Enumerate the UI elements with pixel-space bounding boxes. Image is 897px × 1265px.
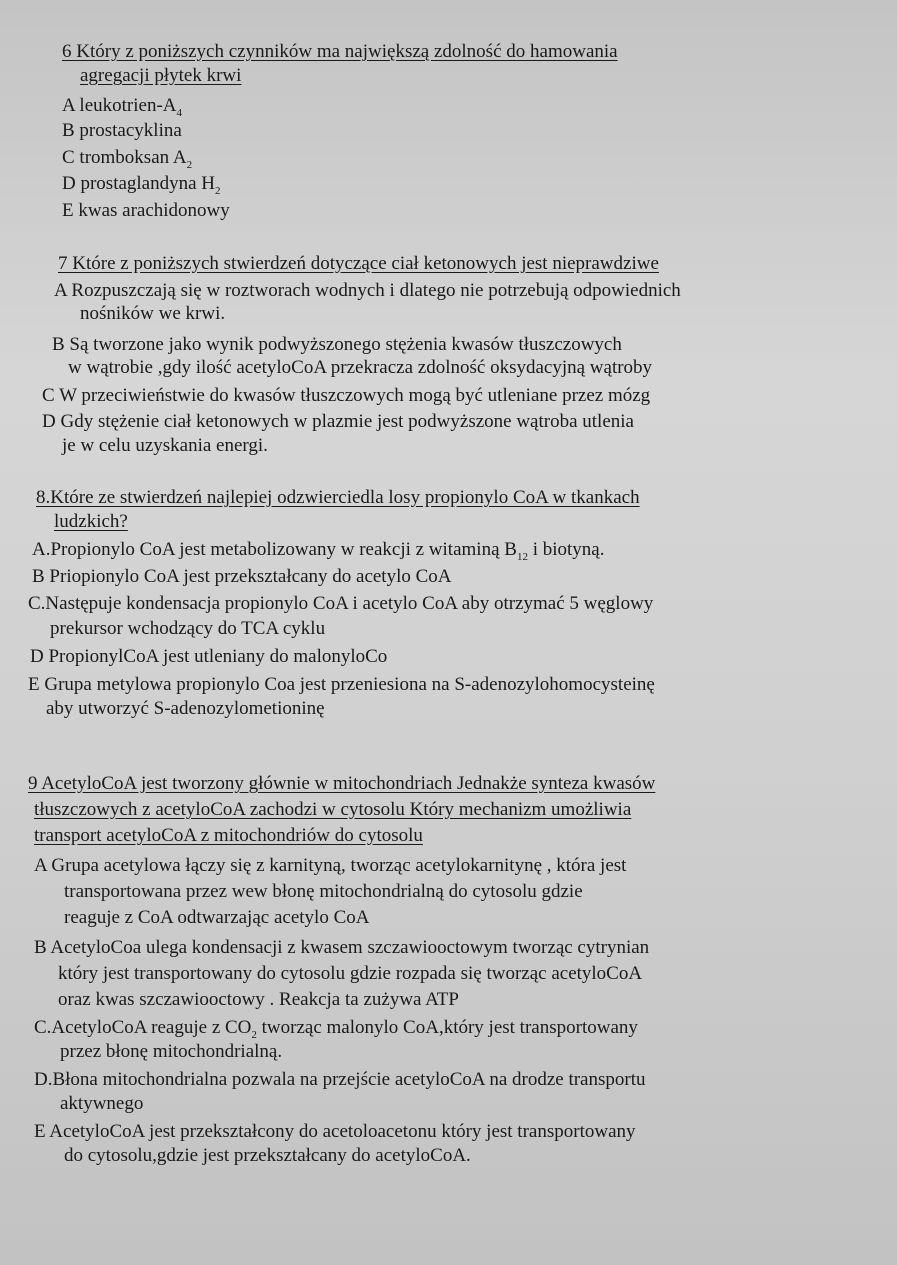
q9-option-e: E AcetyloCoA jest przekształcony do acetoloacetonu który jest transportowany [34, 1121, 636, 1142]
q8-option-c-cont: prekursor wchodzący do TCA cyklu [50, 618, 326, 639]
q7-option-d-cont: je w celu uzyskania energi. [62, 435, 268, 456]
q6-stem-line2: agregacji płytek krwi [80, 65, 242, 86]
q8-option-c: C.Następuje kondensacja propionylo CoA i acetylo CoA aby otrzymać 5 węglowy [28, 593, 654, 614]
q9-option-a-cont1: transportowana przez wew błonę mitochondrialną do cytosolu gdzie [64, 881, 583, 902]
q9-stem-line2: tłuszczowych z acetyloCoA zachodzi w cytosolu Który mechanizm umożliwia [34, 799, 632, 820]
q9-option-b: B AcetyloCoa ulega kondensacji z kwasem szczawiooctowym tworząc cytrynian [34, 937, 650, 958]
q8-option-a: A.Propionylo CoA jest metabolizowany w reakcji z witaminą $B_{12}$ i biotyną. [32, 539, 605, 563]
q7-option-a-cont: nośników we krwi. [80, 303, 226, 324]
q6-option-c: C tromboksan $A_2$ [62, 147, 193, 171]
q7-option-b-cont: w wątrobie ,gdy ilość acetyloCoA przekracza zdolność oksydacyjną wątroby [68, 357, 653, 378]
q7-stem: 7 Które z poniższych stwierdzeń dotyczące ciał ketonowych jest nieprawdziwe [58, 253, 659, 274]
q9-option-e-cont: do cytosolu,gdzie jest przekształcany do acetyloCoA. [64, 1145, 471, 1166]
q7-option-c: C W przeciwieństwie do kwasów tłuszczowych mogą być utleniane przez mózg [42, 385, 651, 406]
q7-option-a: A Rozpuszczają się w roztworach wodnych i dlatego nie potrzebują odpowiednich [54, 280, 681, 301]
q8-stem-line1: 8.Które ze stwierdzeń najlepiej odzwierciedla losy propionylo CoA w tkankach [36, 487, 640, 508]
q6-option-a: A leukotrien-$A_4$ [62, 95, 183, 119]
q9-option-b-cont1: który jest transportowany do cytosolu gdzie rozpada się tworząc acetyloCoA [58, 963, 643, 984]
q6-stem-line1: 6 Który z poniższych czynników ma największą zdolność do hamowania [62, 41, 618, 62]
q8-option-d: D PropionylCoA jest utleniany do malonyloCo [30, 646, 388, 667]
q6-option-d: D prostaglandyna $H_2$ [62, 173, 221, 197]
q8-stem-line2: ludzkich? [54, 511, 128, 532]
q9-option-d-cont: aktywnego [60, 1093, 144, 1114]
q6-option-b: B prostacyklina [62, 120, 182, 141]
q9-stem-line1: 9 AcetyloCoA jest tworzony głównie w mitochondriach Jednakże synteza kwasów [28, 773, 656, 794]
q8-option-e-cont: aby utworzyć S-adenozylometioninę [46, 698, 325, 719]
q9-option-d: D.Błona mitochondrialna pozwala na przejście acetyloCoA na drodze transportu [34, 1069, 646, 1090]
q9-option-a-cont2: reaguje z CoA odtwarzając acetylo CoA [64, 907, 370, 928]
q9-option-a: A Grupa acetylowa łączy się z karnityną, tworząc acetylokarnitynę , która jest [34, 855, 627, 876]
q8-option-e: E Grupa metylowa propionylo Coa jest przeniesiona na S-adenozylohomocysteinę [28, 674, 655, 695]
q7-option-d: D Gdy stężenie ciał ketonowych w plazmie jest podwyższone wątroba utlenia [42, 411, 634, 432]
q8-option-b: B Priopionylo CoA jest przekształcany do acetylo CoA [32, 566, 452, 587]
q6-option-e: E kwas arachidonowy [62, 200, 230, 221]
q9-option-c-cont: przez błonę mitochondrialną. [60, 1041, 283, 1062]
q9-option-c: C.AcetyloCoA reaguje z $CO_2$ tworząc malonylo CoA,który jest transportowany [34, 1017, 638, 1041]
q7-option-b: B Są tworzone jako wynik podwyższonego stężenia kwasów tłuszczowych [52, 334, 622, 355]
q9-stem-line3: transport acetyloCoA z mitochondriów do cytosolu [34, 825, 423, 846]
q9-option-b-cont2: oraz kwas szczawiooctowy . Reakcja ta zużywa ATP [58, 989, 459, 1010]
